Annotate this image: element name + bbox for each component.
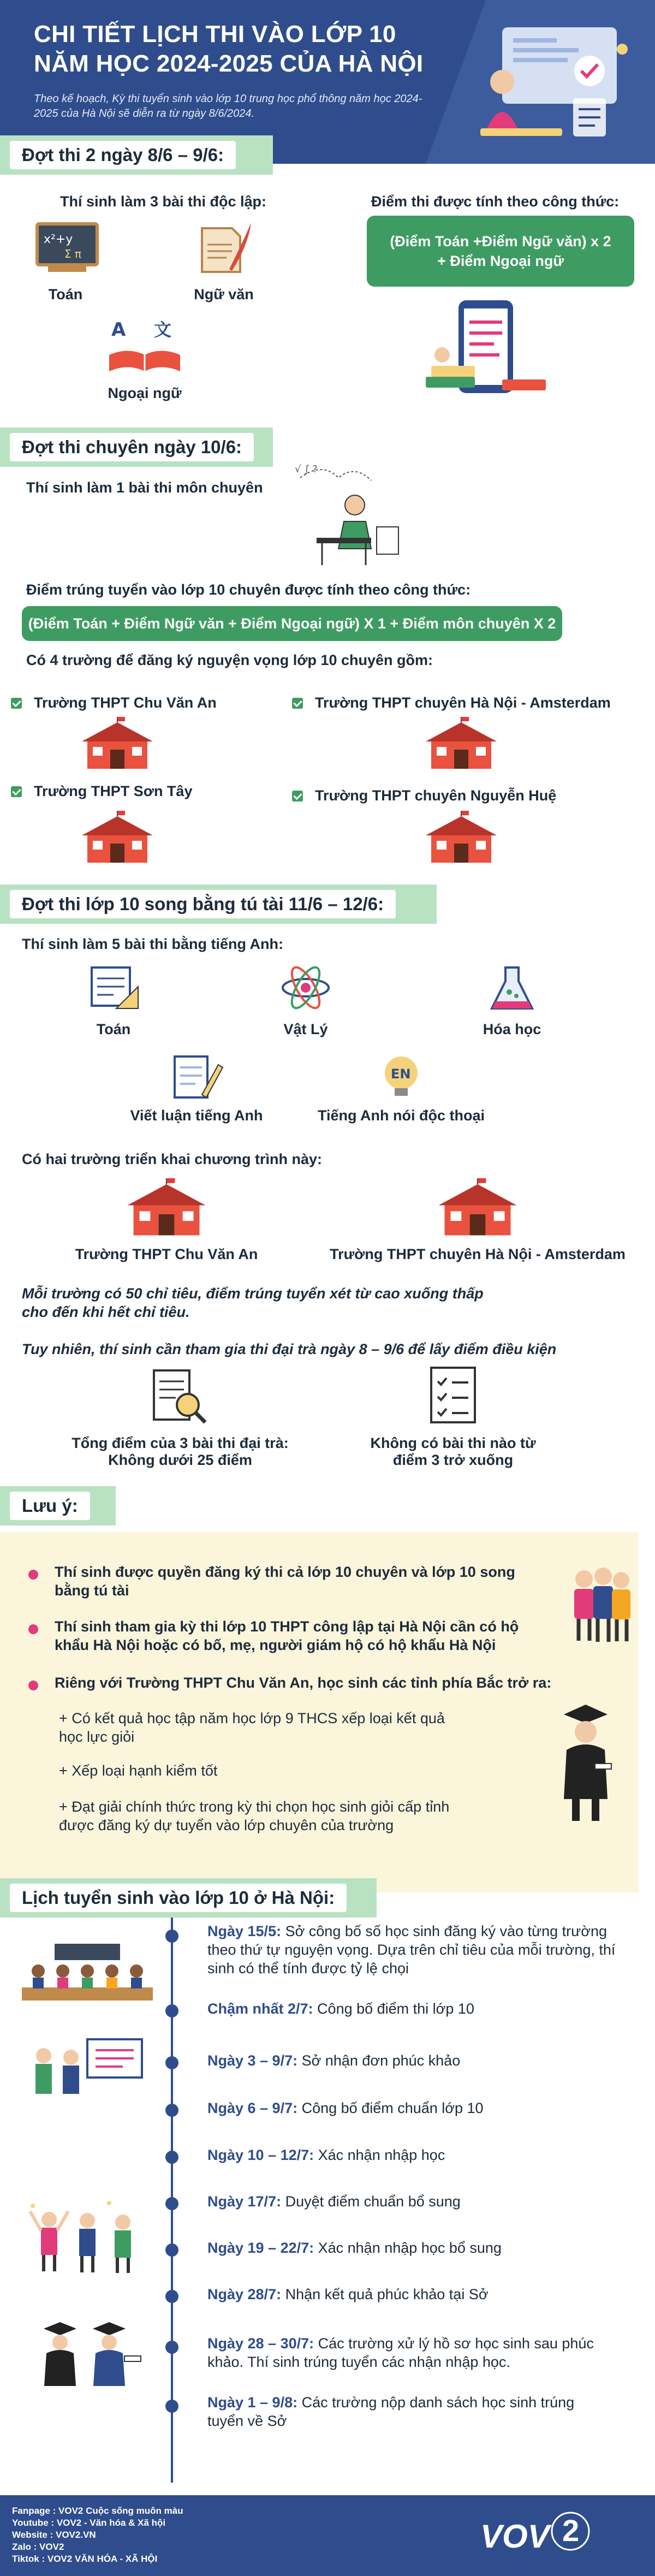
- note-sub-1: + Có kết quả học tập năm học lớp 9 THCS xếp loại kết quả học lực giỏi: [59, 1710, 445, 1745]
- timeline-item-8: Ngày 28/7: Nhận kết quả phúc khảo tại Sở: [207, 2286, 489, 2302]
- timeline-dot: [165, 2104, 178, 2117]
- subject-math-label: Toán: [48, 286, 83, 302]
- timeline-dot: [165, 2197, 178, 2210]
- celebrating-students-icon: [22, 2198, 147, 2274]
- section1-formula-box: (Điểm Toán +Điểm Ngữ văn) x 2 + Điểm Ngoại ngữ: [367, 216, 634, 287]
- timeline-item-7: Ngày 19 – 22/7: Xác nhận nhập học bổ sung: [207, 2240, 502, 2256]
- foreign-language-book-icon: [104, 314, 186, 377]
- page-subtitle: Theo kế hoạch, Kỳ thi tuyển sinh vào lớp 10 trung học phổ thông năm học 2024-2025 của Hà Nội sẽ diễn ra từ ngày 8/6/2024.: [34, 93, 422, 120]
- section1-formula-label: Điểm thi được tính theo công thức:: [371, 193, 620, 210]
- section3-note2: Tuy nhiên, thí sinh cần tham gia thi đại trà ngày 8 – 9/6 để lấy điểm điều kiện: [22, 1341, 557, 1357]
- checklist-icon: [426, 1365, 480, 1425]
- timeline-item-5: Ngày 10 – 12/7: Xác nhận nhập học: [207, 2147, 445, 2163]
- school-building-icon: [426, 811, 497, 865]
- timeline-dot: [165, 2151, 178, 2164]
- timeline-dot: [165, 2400, 178, 2413]
- timeline-dot: [165, 2341, 178, 2354]
- school-chu-van-an: Trường THPT Chu Văn An: [34, 695, 217, 711]
- check-icon: [292, 698, 303, 709]
- timeline-dot: [165, 1930, 178, 1943]
- svg-text:2: 2: [562, 2513, 580, 2548]
- timeline-dot: [165, 2056, 178, 2069]
- svg-text:x²+y: x²+y: [44, 233, 73, 246]
- notes-title-bar: [0, 1486, 116, 1526]
- footer-zalo: Zalo : VOV2: [12, 2542, 64, 2552]
- section3-schools-label: Có hai trường triển khai chương trình này:: [22, 1151, 323, 1167]
- timeline-item-1: Ngày 15/5: Sở công bố số học sinh đăng ký vào từng trường theo thứ tự nguyện vọng. Dựa trên chỉ tiêu của mỗi trường, thí sinh có thể tính được tỷ lệ chọi: [207, 1923, 616, 1976]
- section2-title: Đợt thi chuyên ngày 10/6:: [10, 433, 254, 461]
- section1-title-bar: [0, 135, 273, 175]
- timeline-dot: [165, 2290, 178, 2303]
- condition-total-score: Tổng điểm của 3 bài thi đại trà: Không dưới 25 điểm: [72, 1435, 289, 1468]
- note-item-2: Thí sinh tham gia kỳ thi lớp 10 THPT công lập tại Hà Nội cần có hộ khẩu Hà Nội hoặc có bố, mẹ, người giám hộ có hộ khẩu Hà Nội: [55, 1618, 519, 1653]
- note-item-1: Thí sinh được quyền đăng ký thi cả lớp 10 chuyên và lớp 10 song bằng tú tài: [55, 1564, 515, 1599]
- svg-text:√ ∫ ?: √ ∫ ?: [295, 464, 318, 475]
- section2-formula-box: (Điểm Toán + Điểm Ngữ văn + Điểm Ngoại ngữ) X 1 + Điểm môn chuyên X 2: [22, 606, 562, 641]
- footer-fanpage: Fanpage : VOV2 Cuộc sống muôn màu: [12, 2506, 183, 2516]
- program-school-chu-van-an: Trường THPT Chu Văn An: [75, 1246, 258, 1262]
- note-sub-2: + Xếp loại hạnh kiểm tốt: [59, 1762, 218, 1779]
- timeline-item-6: Ngày 17/7: Duyệt điểm chuẩn bổ sung: [207, 2193, 461, 2210]
- school-ha-noi-amsterdam: Trường THPT chuyên Hà Nội - Amsterdam: [315, 695, 611, 711]
- section3-title: Đợt thi lớp 10 song bằng tú tài 11/6 – 12/6:: [10, 890, 396, 918]
- subject-math-en-label: Toán: [96, 1021, 131, 1037]
- exam-sheet-magnifier-icon: [148, 1368, 209, 1425]
- student-thinking-icon: [284, 456, 415, 571]
- timeline-item-3: Ngày 3 – 9/7: Sở nhận đơn phúc khảo: [207, 2052, 461, 2069]
- math-tools-icon: [86, 962, 141, 1014]
- school-building-icon: [437, 1178, 519, 1238]
- timeline-dot: [165, 2243, 178, 2257]
- section3-note1: Mỗi trường có 50 chỉ tiêu, điểm trúng tuyển xét từ cao xuống thấp cho đến khi hết chỉ tiêu.: [22, 1285, 484, 1320]
- section3-intro: Thí sinh làm 5 bài thi bằng tiếng Anh:: [22, 936, 283, 952]
- students-group-icon: [562, 1563, 639, 1645]
- vov2-logo-icon: [480, 2510, 600, 2560]
- condition-no-low-score: Không có bài thi nào từ điểm 3 trở xuống: [370, 1435, 536, 1468]
- literature-quill-icon: [191, 217, 257, 278]
- students-board-illustration-icon: [22, 2037, 147, 2097]
- section1-title: Đợt thi 2 ngày 8/6 – 9/6:: [10, 141, 236, 169]
- bullet-dot-icon: [28, 1681, 38, 1690]
- footer-tiktok: Tiktok : VOV2 VĂN HÓA - XÃ HỘI: [12, 2554, 158, 2564]
- student-study-illustration-icon: [464, 16, 639, 153]
- notes-title: Lưu ý:: [10, 1492, 90, 1520]
- timeline-dot: [165, 2004, 178, 2017]
- subject-english-essay-label: Viết luận tiếng Anh: [130, 1107, 263, 1124]
- school-building-icon: [426, 717, 497, 771]
- svg-text:A: A: [111, 319, 126, 341]
- subject-literature-label: Ngữ văn: [194, 286, 254, 302]
- timeline-item-4: Ngày 6 – 9/7: Công bố điểm chuẩn lớp 10: [207, 2100, 484, 2116]
- school-building-icon: [82, 811, 153, 865]
- footer-youtube: Youtube : VOV2 - Văn hóa & Xã hội: [12, 2518, 166, 2528]
- timeline-title-bar: [0, 1878, 377, 1918]
- section2-title-bar: [0, 428, 273, 467]
- section2-formula-label: Điểm trúng tuyển vào lớp 10 chuyên được tính theo công thức:: [26, 581, 471, 598]
- subject-physics-label: Vật Lý: [283, 1021, 328, 1037]
- section2-intro: Thí sinh làm 1 bài thi môn chuyên: [26, 479, 263, 496]
- subject-foreign-language-label: Ngoại ngữ: [108, 385, 182, 401]
- exam-hall-illustration-icon: [22, 1938, 153, 2004]
- school-son-tay: Trường THPT Sơn Tây: [34, 783, 193, 799]
- bullet-dot-icon: [28, 1624, 38, 1634]
- section2-schools-label: Có 4 trường để đăng ký nguyện vọng lớp 10 chuyên gồm:: [26, 652, 433, 668]
- check-icon: [11, 698, 22, 709]
- graduate-student-icon: [556, 1698, 616, 1824]
- graduates-illustration-icon: [27, 2312, 147, 2389]
- essay-writing-icon: [169, 1054, 224, 1100]
- timeline-title: Lịch tuyển sinh vào lớp 10 ở Hà Nội:: [10, 1884, 347, 1912]
- math-board-icon: [32, 218, 103, 278]
- page-title: CHI TIẾT LỊCH THI VÀO LỚP 10 NĂM HỌC 2024-2025 CỦA HÀ NỘI: [34, 21, 424, 77]
- school-building-icon: [126, 1178, 207, 1238]
- note-sub-3: + Đạt giải chính thức trong kỳ thi chọn học sinh giỏi cấp tỉnh được đăng ký dự tuyển vào lớp chuyên của trường: [59, 1799, 450, 1833]
- timeline-item-9: Ngày 28 – 30/7: Các trường xử lý hồ sơ học sinh sau phúc khảo. Thí sinh trúng tuyển các nhận nhập học.: [207, 2335, 594, 2370]
- chemistry-flask-icon: [485, 962, 539, 1014]
- svg-text:VOV: VOV: [480, 2518, 550, 2555]
- subject-english-speaking-label: Tiếng Anh nói độc thoại: [318, 1107, 485, 1124]
- svg-text:文: 文: [154, 319, 172, 340]
- physics-atom-icon: [278, 962, 333, 1014]
- section3-title-bar: [0, 885, 437, 924]
- timeline-item-10: Ngày 1 – 9/8: Các trường nộp danh sách học sinh trúng tuyển về Sở: [207, 2394, 575, 2429]
- check-icon: [292, 791, 303, 802]
- phone-books-illustration-icon: [420, 295, 551, 399]
- program-school-ha-noi-amsterdam: Trường THPT chuyên Hà Nội - Amsterdam: [330, 1246, 626, 1262]
- bullet-dot-icon: [28, 1570, 38, 1580]
- footer: [0, 2495, 655, 2576]
- svg-text:Σ π: Σ π: [64, 247, 82, 260]
- timeline-item-2: Chậm nhất 2/7: Công bố điểm thi lớp 10: [207, 2001, 474, 2017]
- subject-chemistry-label: Hóa học: [483, 1021, 541, 1037]
- footer-website: Website : VOV2.VN: [12, 2530, 96, 2540]
- school-nguyen-hue: Trường THPT chuyên Nguyễn Huệ: [315, 787, 557, 804]
- section1-intro: Thí sinh làm 3 bài thi độc lập:: [60, 193, 267, 210]
- svg-text:EN: EN: [391, 1066, 411, 1082]
- note-item-3: Riêng với Trường THPT Chu Văn An, học sinh các tỉnh phía Bắc trở ra:: [55, 1675, 552, 1691]
- school-building-icon: [82, 717, 153, 771]
- check-icon: [11, 786, 22, 797]
- english-speaking-bulb-icon: [377, 1051, 426, 1100]
